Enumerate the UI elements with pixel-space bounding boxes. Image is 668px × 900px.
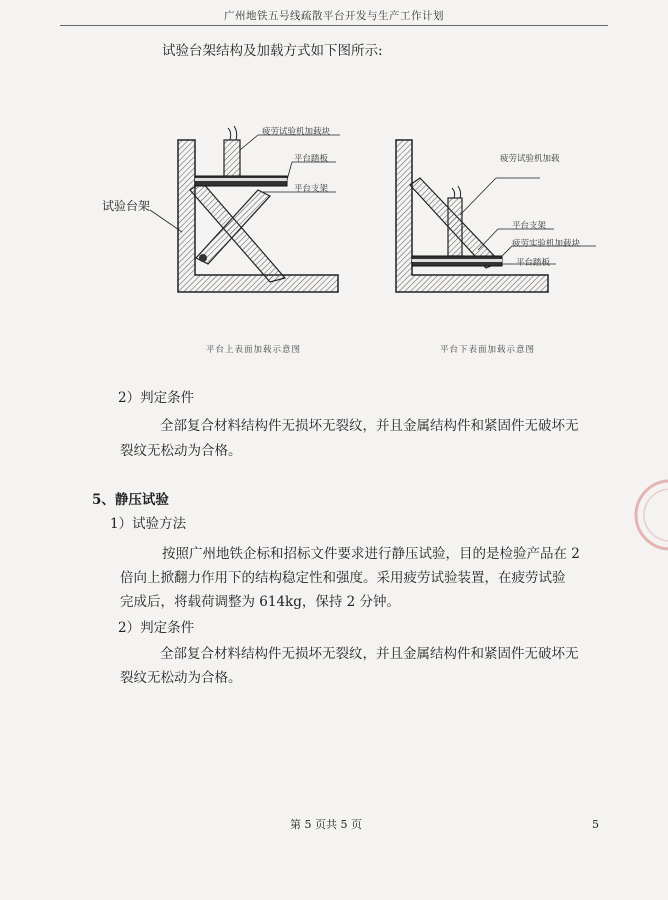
- red-seal-fragment: [608, 470, 668, 560]
- right-label-load: 疲劳试验机加载: [500, 154, 560, 164]
- right-label-tread: 平台踏板: [516, 258, 551, 268]
- section-5-sub1-line-2: 倍向上掀翻力作用下的结构稳定性和强度。采用疲劳试验装置，在疲劳试验: [120, 570, 566, 586]
- left-caption: 平台上表面加载示意图: [206, 345, 302, 355]
- left-label-tread: 平台踏板: [294, 154, 329, 164]
- section-5-sub2-line-1: 全部复合材料结构件无损坏无裂纹，并且金属结构件和紧固件无破坏无: [160, 646, 579, 662]
- section-a-line-1: 全部复合材料结构件无损坏无裂纹，并且金属结构件和紧固件无破坏无: [160, 418, 579, 434]
- left-label-load-block: 疲劳试验机加载块: [262, 127, 331, 137]
- section-5-sub2-line-2: 裂纹无松动为合格。: [120, 670, 242, 686]
- page-header: 广州地铁五号线疏散平台开发与生产工作计划: [224, 10, 444, 22]
- section-5-sub2-heading: 2）判定条件: [118, 620, 195, 636]
- section-5-sub1-heading: 1）试验方法: [110, 516, 187, 532]
- right-diagram: [396, 140, 596, 292]
- right-label-support: 平台支架: [512, 221, 547, 231]
- section-5-title: 5、静压试验: [92, 492, 169, 508]
- section-5-sub1-line-3: 完成后，将载荷调整为 614kg，保持 2 分钟。: [120, 594, 401, 610]
- page-number: 5: [592, 818, 599, 831]
- page-footer-label: 第 5 页共 5 页: [290, 818, 362, 831]
- left-label-support: 平台支架: [294, 184, 329, 194]
- section-5-sub1-line-1: 按照广州地铁企标和招标文件要求进行静压试验，目的是检验产品在 2: [162, 546, 580, 562]
- right-caption: 平台下表面加载示意图: [440, 345, 536, 355]
- right-label-load-block: 疲劳实验机加载块: [512, 239, 581, 249]
- left-label-rig: 试验台架: [102, 199, 151, 213]
- section-a-heading: 2）判定条件: [118, 390, 195, 406]
- section-a-line-2: 裂纹无松动为合格。: [120, 443, 242, 459]
- intro-text: 试验台架结构及加载方式如下图所示:: [162, 43, 383, 59]
- test-rig-diagrams: [0, 0, 668, 380]
